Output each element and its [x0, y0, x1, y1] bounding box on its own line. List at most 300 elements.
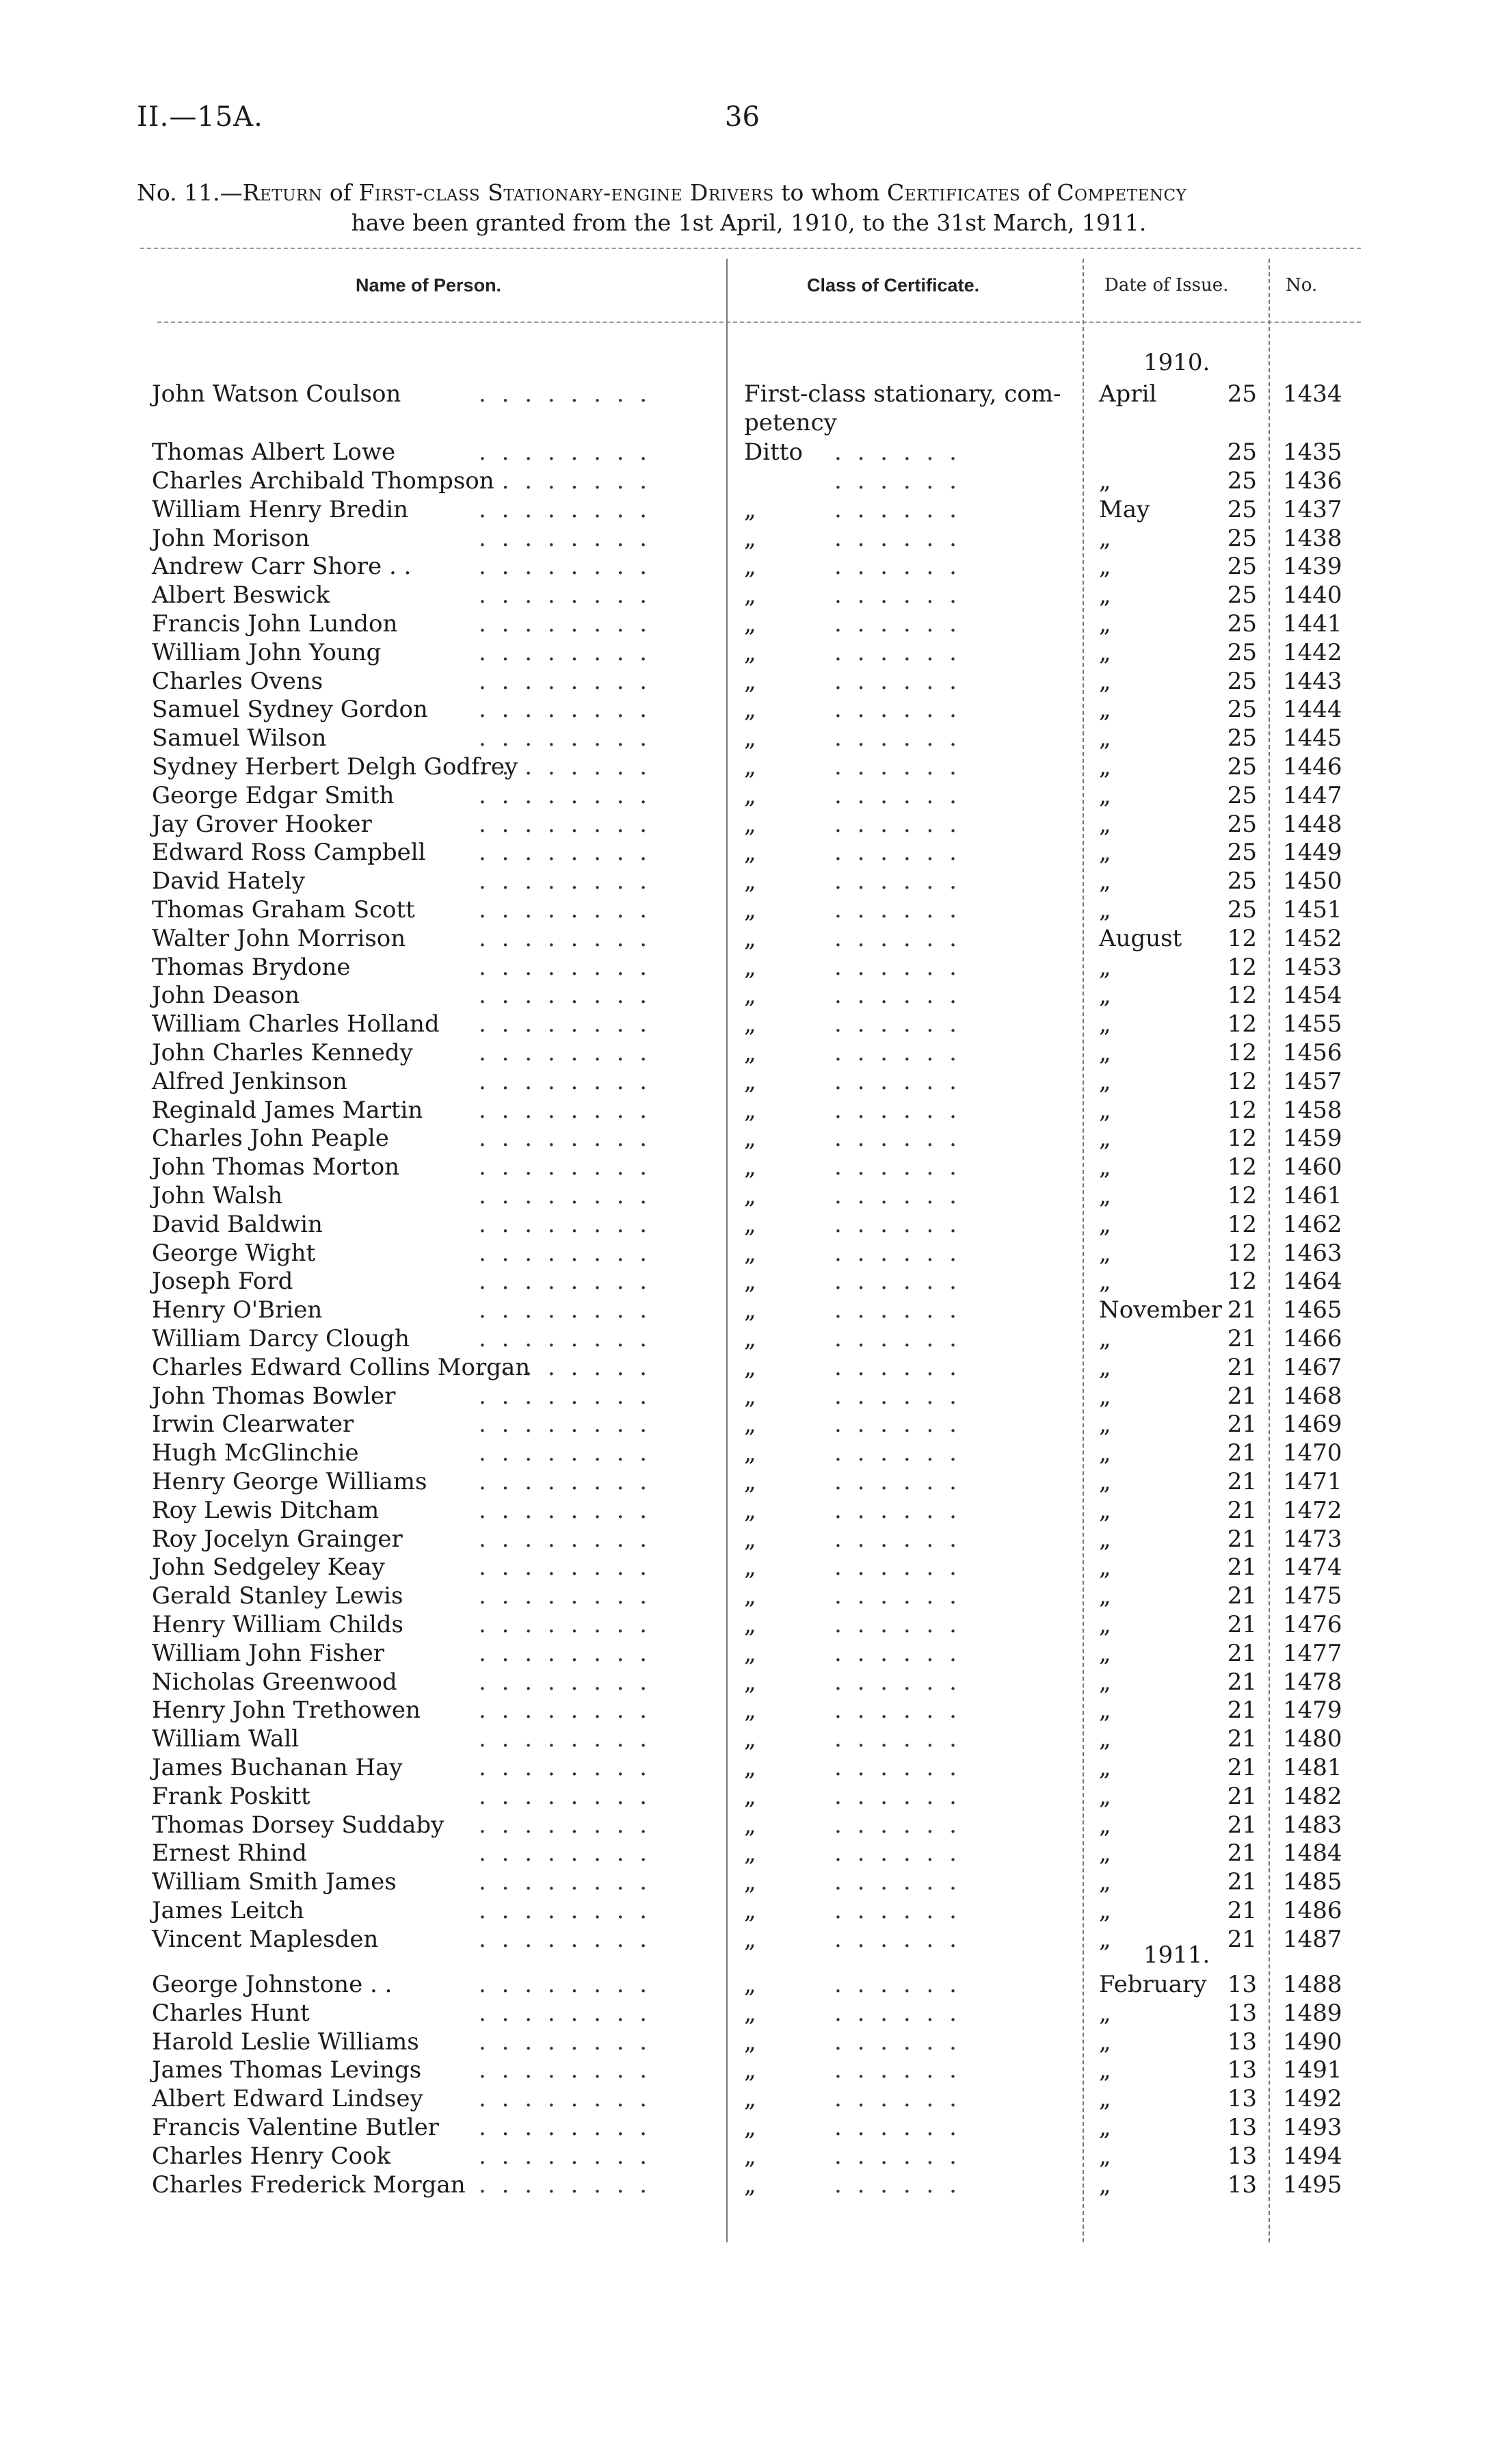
leader-dots: . . . . . . . . — [479, 753, 652, 781]
issue-day: 25 — [1227, 380, 1257, 408]
table-row — [0, 495, 1486, 524]
person-name: Albert Beswick — [152, 581, 330, 610]
certificate-class: „ — [744, 1971, 756, 1998]
person-name: Roy Lewis Ditcham — [152, 1496, 380, 1524]
certificate-class: „ — [744, 982, 756, 1010]
leader-dots: . . . . . . — [834, 2085, 961, 2113]
table-row — [0, 581, 1486, 610]
certificate-number: 1471 — [1283, 1468, 1342, 1495]
table-row — [0, 1324, 1486, 1353]
table-row — [0, 1925, 1486, 1954]
table-row — [0, 1067, 1486, 1096]
issue-month: „ — [1099, 553, 1111, 581]
certificate-class: „ — [744, 1296, 756, 1324]
issue-month: „ — [1099, 982, 1111, 1010]
issue-day: 25 — [1227, 638, 1257, 666]
leader-dots: . . . . . . — [834, 1639, 961, 1667]
certificate-class: „ — [744, 2085, 756, 2113]
person-name: William John Fisher — [152, 1639, 385, 1667]
issue-month: „ — [1099, 1554, 1111, 1582]
leader-dots: . . . . . . — [834, 1897, 961, 1924]
certificate-class: „ — [744, 924, 756, 952]
leader-dots: . . . . . . . . — [479, 810, 652, 838]
certificate-number: 1473 — [1283, 1525, 1342, 1553]
leader-dots: . . . . . . . . — [479, 638, 652, 666]
issue-day: 13 — [1227, 1999, 1257, 2027]
certificate-number: 1434 — [1283, 380, 1342, 408]
certificate-class: „ — [744, 1639, 756, 1667]
issue-day: 13 — [1227, 2085, 1257, 2113]
leader-dots: . . . . . . . . — [479, 467, 652, 495]
leader-dots: . . . . . . . . — [479, 1096, 652, 1124]
title-line-1: No. 11.—Return of First-class Stationary-engine Drivers to whom Certificates of Competency — [137, 179, 1187, 206]
person-name: William Henry Bredin — [152, 495, 408, 523]
table-row — [0, 781, 1486, 810]
table-row — [0, 1496, 1486, 1525]
leader-dots: . . . . . . . . — [479, 1811, 652, 1839]
issue-day: 25 — [1227, 696, 1257, 724]
issue-day: 21 — [1227, 1296, 1257, 1324]
certificate-class: „ — [744, 667, 756, 695]
person-name: Charles Edward Collins Morgan — [152, 1353, 531, 1381]
certificate-class: „ — [744, 1153, 756, 1181]
person-name: Roy Jocelyn Grainger — [152, 1525, 403, 1553]
leader-dots: . . . . . . — [834, 1811, 961, 1839]
certificate-number: 1435 — [1283, 438, 1342, 466]
issue-month: „ — [1099, 1925, 1111, 1953]
leader-dots: . . . . . . . . — [479, 1754, 652, 1781]
leader-dots: . . . . . . — [834, 1125, 961, 1153]
certificate-number: 1462 — [1283, 1210, 1342, 1238]
certificate-number: 1489 — [1283, 1999, 1342, 2027]
certificate-number: 1446 — [1283, 753, 1342, 781]
certificate-number: 1449 — [1283, 839, 1342, 867]
leader-dots: . . . . . . — [834, 839, 961, 867]
issue-month: „ — [1099, 839, 1111, 867]
leader-dots: . . . . . . . . — [479, 1897, 652, 1924]
leader-dots: . . . . . . — [834, 2056, 961, 2084]
certificate-number: 1441 — [1283, 610, 1342, 638]
person-name: Gerald Stanley Lewis — [152, 1582, 403, 1610]
table-row — [0, 2084, 1486, 2113]
issue-month: „ — [1099, 467, 1111, 495]
issue-month: „ — [1099, 1039, 1111, 1066]
certificate-class: „ — [744, 1496, 756, 1524]
person-name: Samuel Sydney Gordon — [152, 696, 428, 724]
certificate-class: „ — [744, 1067, 756, 1095]
issue-month: „ — [1099, 896, 1111, 923]
certificate-number: 1447 — [1283, 781, 1342, 809]
person-name: Samuel Wilson — [152, 724, 327, 752]
leader-dots: . . . . . . . . — [479, 581, 652, 610]
issue-month: „ — [1099, 953, 1111, 981]
certificate-number: 1468 — [1283, 1382, 1342, 1410]
leader-dots: . . . . . . — [834, 581, 961, 610]
issue-month: „ — [1099, 1153, 1111, 1181]
issue-day: 25 — [1227, 781, 1257, 809]
leader-dots: . . . . . . — [834, 924, 961, 952]
issue-day: 21 — [1227, 1839, 1257, 1867]
leader-dots: . . . . . . . . — [479, 1153, 652, 1181]
person-name: George Johnstone . . — [152, 1971, 393, 1998]
issue-month: „ — [1099, 1411, 1111, 1439]
issue-month: „ — [1099, 638, 1111, 666]
table-row — [0, 1038, 1486, 1067]
issue-day: 12 — [1227, 953, 1257, 981]
table-row — [0, 467, 1486, 495]
certificate-class: Ditto — [744, 438, 803, 466]
table-row — [0, 924, 1486, 953]
leader-dots: . . . . . . — [834, 1582, 961, 1610]
leader-dots: . . . . . . . . — [479, 1411, 652, 1439]
issue-day: 21 — [1227, 1725, 1257, 1753]
leader-dots: . . . . . . . . — [479, 524, 652, 552]
certificate-number: 1439 — [1283, 553, 1342, 581]
certificate-class: „ — [744, 896, 756, 923]
leader-dots: . . . . . . — [834, 1153, 961, 1181]
leader-dots: . . . . . . . . — [479, 1582, 652, 1610]
person-name: William Charles Holland — [152, 1010, 440, 1038]
issue-day: 13 — [1227, 2114, 1257, 2141]
person-name: William John Young — [152, 638, 382, 666]
table-row — [0, 524, 1486, 553]
leader-dots: . . . . . . — [834, 753, 961, 781]
leader-dots: . . . . . . . . — [479, 380, 652, 408]
person-name: Walter John Morrison — [152, 924, 406, 952]
leader-dots: . . . . . . — [834, 524, 961, 552]
table-row — [0, 1639, 1486, 1668]
leader-dots: . . . . . . . . — [479, 953, 652, 981]
certificate-class: „ — [744, 1382, 756, 1410]
person-name: Thomas Albert Lowe — [152, 438, 396, 466]
certificate-number: 1474 — [1283, 1554, 1342, 1582]
certificate-class: „ — [744, 839, 756, 867]
certificate-class: „ — [744, 2171, 756, 2199]
leader-dots: . . . . . . . . — [479, 1125, 652, 1153]
certificate-class: „ — [744, 781, 756, 809]
leader-dots: . . . . . . . . — [479, 696, 652, 724]
person-name: James Buchanan Hay — [152, 1754, 403, 1781]
certificate-class: „ — [744, 753, 756, 781]
issue-month: „ — [1099, 1067, 1111, 1095]
leader-dots: . . . . . . — [834, 1468, 961, 1495]
person-name: George Wight — [152, 1239, 316, 1267]
issue-month: „ — [1099, 724, 1111, 752]
table-row — [0, 667, 1486, 696]
person-name: Thomas Dorsey Suddaby — [152, 1811, 445, 1839]
certificate-class: „ — [744, 1411, 756, 1439]
table-row — [0, 1439, 1486, 1467]
table-row — [0, 838, 1486, 867]
issue-month: „ — [1099, 1096, 1111, 1124]
person-name: William Smith James — [152, 1868, 397, 1896]
issue-month: „ — [1099, 1182, 1111, 1209]
table-row — [0, 695, 1486, 724]
leader-dots: . . . . . . — [834, 896, 961, 923]
table-row — [0, 810, 1486, 839]
certificate-number: 1485 — [1283, 1868, 1342, 1896]
leader-dots: . . . . . . . . — [479, 1868, 652, 1896]
table-row — [0, 1382, 1486, 1411]
table-row — [0, 1896, 1486, 1925]
leader-dots: . . . . . . — [834, 1611, 961, 1638]
person-name: Frank Poskitt — [152, 1782, 310, 1810]
leader-dots: . . . . . . . . — [479, 2085, 652, 2113]
leader-dots: . . . . . . — [834, 1268, 961, 1296]
leader-dots: . . . . . . . . — [479, 667, 652, 695]
issue-month: „ — [1099, 581, 1111, 610]
leader-dots: . . . . . . . . — [479, 1554, 652, 1582]
leader-dots: . . . . . . — [834, 553, 961, 581]
certificate-class: „ — [744, 1039, 756, 1066]
issue-day: 21 — [1227, 1411, 1257, 1439]
issue-month: „ — [1099, 867, 1111, 895]
leader-dots: . . . . . . — [834, 1839, 961, 1867]
certificate-class: „ — [744, 610, 756, 638]
issue-day: 13 — [1227, 2171, 1257, 2199]
issue-day: 25 — [1227, 667, 1257, 695]
table-row — [0, 380, 1486, 408]
certificate-number: 1488 — [1283, 1971, 1342, 1998]
leader-dots: . . . . . . — [834, 1182, 961, 1209]
leader-dots: . . . . . . — [834, 1010, 961, 1038]
leader-dots: . . . . . . . . — [479, 1268, 652, 1296]
certificate-class: „ — [744, 581, 756, 610]
table-row — [0, 610, 1486, 638]
issue-day: 12 — [1227, 1182, 1257, 1209]
certificate-class: „ — [744, 1554, 756, 1582]
issue-month: „ — [1099, 1353, 1111, 1381]
issue-day: 12 — [1227, 1153, 1257, 1181]
issue-day: 21 — [1227, 1554, 1257, 1582]
table-row — [0, 438, 1486, 467]
issue-month: „ — [1099, 1525, 1111, 1553]
certificate-number: 1436 — [1283, 467, 1342, 495]
issue-day: 25 — [1227, 839, 1257, 867]
issue-day: 12 — [1227, 1039, 1257, 1066]
certificate-class: „ — [744, 1439, 756, 1467]
column-header-date: Date of Issue. — [1104, 275, 1229, 296]
person-name: Nicholas Greenwood — [152, 1668, 397, 1696]
issue-day: 12 — [1227, 1239, 1257, 1267]
leader-dots: . . . . . . — [834, 1868, 961, 1896]
table-row — [0, 1610, 1486, 1639]
certificate-number: 1483 — [1283, 1811, 1342, 1839]
person-name: Charles John Peaple — [152, 1125, 389, 1153]
certificate-number: 1452 — [1283, 924, 1342, 952]
certificate-number: 1445 — [1283, 724, 1342, 752]
certificate-number: 1491 — [1283, 2056, 1342, 2084]
issue-day: 21 — [1227, 1468, 1257, 1495]
leader-dots: . . . . . . . . — [479, 1971, 652, 1998]
issue-month: August — [1099, 924, 1182, 952]
issue-day: 12 — [1227, 1268, 1257, 1296]
leader-dots: . . . . . . . . — [479, 2056, 652, 2084]
leader-dots: . . . . . . — [834, 638, 961, 666]
certificate-class-continued: petency — [744, 409, 837, 436]
issue-day: 12 — [1227, 1067, 1257, 1095]
certificate-number: 1458 — [1283, 1096, 1342, 1124]
leader-dots: . . . . . . — [834, 1554, 961, 1582]
leader-dots: . . . . . . — [834, 867, 961, 895]
certificate-class: „ — [744, 638, 756, 666]
certificate-number: 1459 — [1283, 1125, 1342, 1153]
leader-dots: . . . . . . — [834, 982, 961, 1010]
person-name: Henry John Trethowen — [152, 1696, 421, 1725]
issue-month: „ — [1099, 1897, 1111, 1924]
leader-dots: . . . . . . . . — [479, 1525, 652, 1553]
certificate-class: „ — [744, 953, 756, 981]
issue-day: 25 — [1227, 610, 1257, 638]
leader-dots: . . . . . . — [834, 810, 961, 838]
issue-month: „ — [1099, 1210, 1111, 1238]
leader-dots: . . . . . . — [834, 1999, 961, 2027]
certificate-number: 1466 — [1283, 1325, 1342, 1352]
certificate-number: 1455 — [1283, 1010, 1342, 1038]
issue-month: „ — [1099, 1611, 1111, 1638]
issue-day: 21 — [1227, 1611, 1257, 1638]
table-row — [0, 2171, 1486, 2199]
certificate-class: „ — [744, 1839, 756, 1867]
leader-dots: . . . . . . . . — [479, 2171, 652, 2199]
leader-dots: . . . . . . . . — [479, 867, 652, 895]
issue-day: 25 — [1227, 495, 1257, 523]
leader-dots: . . . . . . — [834, 1239, 961, 1267]
table-row — [0, 1239, 1486, 1268]
certificate-number: 1486 — [1283, 1897, 1342, 1924]
certificate-class: „ — [744, 1582, 756, 1610]
issue-day: 21 — [1227, 1439, 1257, 1467]
issue-month: „ — [1099, 2028, 1111, 2056]
leader-dots: . . . . . . — [834, 1696, 961, 1725]
leader-dots: . . . . . . . . — [479, 1725, 652, 1753]
person-name: Charles Henry Cook — [152, 2142, 391, 2170]
table-row — [0, 1696, 1486, 1725]
table-row — [0, 1668, 1486, 1696]
issue-day: 21 — [1227, 1925, 1257, 1953]
person-name: Joseph Ford — [152, 1268, 293, 1296]
issue-month: „ — [1099, 524, 1111, 552]
certificate-class: „ — [744, 1210, 756, 1238]
issue-month: April — [1099, 380, 1157, 408]
certificate-number: 1440 — [1283, 581, 1342, 610]
person-name: Reginald James Martin — [152, 1096, 423, 1124]
leader-dots: . . . . . . — [834, 438, 961, 466]
person-name: William Wall — [152, 1725, 300, 1753]
certificate-class: „ — [744, 1010, 756, 1038]
leader-dots: . . . . . . . . — [479, 1782, 652, 1810]
issue-day: 21 — [1227, 1639, 1257, 1667]
issue-month: „ — [1099, 667, 1111, 695]
leader-dots: . . . . . . . . — [479, 839, 652, 867]
leader-dots: . . . . . . — [834, 2114, 961, 2141]
person-name: Charles Ovens — [152, 667, 323, 695]
column-header-name: Name of Person. — [356, 275, 502, 296]
issue-day: 13 — [1227, 2056, 1257, 2084]
leader-dots: . . . . . . — [834, 1725, 961, 1753]
certificate-number: 1453 — [1283, 953, 1342, 981]
issue-month: „ — [1099, 1268, 1111, 1296]
leader-dots: . . . . . . . . — [479, 1468, 652, 1495]
table-row — [0, 1753, 1486, 1782]
leader-dots: . . . . . . — [834, 1525, 961, 1553]
person-name: John Thomas Morton — [152, 1153, 400, 1181]
table-row — [0, 2113, 1486, 2142]
leader-dots: . . . . . . . . — [479, 1611, 652, 1638]
person-name: John Thomas Bowler — [152, 1382, 396, 1410]
leader-dots: . . . . . . . . — [479, 1696, 652, 1725]
issue-day: 21 — [1227, 1668, 1257, 1696]
person-name: James Thomas Levings — [152, 2056, 422, 2084]
issue-day: 25 — [1227, 581, 1257, 610]
leader-dots: . . . . . . . . — [479, 553, 652, 581]
table-row — [0, 1181, 1486, 1210]
table-row — [0, 1467, 1486, 1496]
certificate-number: 1475 — [1283, 1582, 1342, 1610]
column-header-no: No. — [1286, 275, 1318, 296]
issue-month: „ — [1099, 2142, 1111, 2170]
certificate-number: 1492 — [1283, 2085, 1342, 2113]
certificate-number: 1443 — [1283, 667, 1342, 695]
certificate-class: „ — [744, 1353, 756, 1381]
leader-dots: . . . . . . — [834, 696, 961, 724]
certificate-class: „ — [744, 1696, 756, 1725]
person-name: Francis John Lundon — [152, 610, 398, 638]
issue-month: „ — [1099, 1496, 1111, 1524]
issue-day: 21 — [1227, 1325, 1257, 1352]
certificate-class: „ — [744, 1468, 756, 1495]
column-header-class: Class of Certificate. — [807, 275, 980, 296]
issue-day: 21 — [1227, 1696, 1257, 1725]
certificate-number: 1480 — [1283, 1725, 1342, 1753]
certificate-class: „ — [744, 810, 756, 838]
leader-dots: . . . . . . — [834, 1296, 961, 1324]
table-row — [0, 638, 1486, 667]
leader-dots: . . . . . . . . — [479, 1010, 652, 1038]
issue-day: 12 — [1227, 1010, 1257, 1038]
table-row — [0, 867, 1486, 895]
table-row — [0, 1153, 1486, 1181]
issue-month: „ — [1099, 1754, 1111, 1781]
certificate-class: First-class stationary, com- — [744, 380, 1061, 408]
certificate-class: „ — [744, 724, 756, 752]
issue-month: „ — [1099, 2171, 1111, 2199]
issue-day: 13 — [1227, 1971, 1257, 1998]
table-row — [0, 1296, 1486, 1324]
person-name: John Charles Kennedy — [152, 1039, 413, 1066]
issue-month: May — [1099, 495, 1150, 523]
person-name: George Edgar Smith — [152, 781, 395, 809]
leader-dots: . . . . . . . . — [479, 1839, 652, 1867]
table-row — [0, 895, 1486, 924]
certificate-number: 1461 — [1283, 1182, 1342, 1209]
leader-dots: . . . . . . — [834, 667, 961, 695]
leader-dots: . . . . . . — [834, 1210, 961, 1238]
table-row — [0, 953, 1486, 982]
certificate-class: „ — [744, 1096, 756, 1124]
person-name: Albert Edward Lindsey — [152, 2085, 423, 2113]
leader-dots: . . . . . . . . — [479, 1210, 652, 1238]
leader-dots: . . . . . . . . — [479, 2114, 652, 2141]
certificate-number: 1493 — [1283, 2114, 1342, 2141]
issue-day: 25 — [1227, 524, 1257, 552]
leader-dots: . . . . . . . . — [479, 438, 652, 466]
certificate-number: 1438 — [1283, 524, 1342, 552]
certificate-number: 1472 — [1283, 1496, 1342, 1524]
person-name: Sydney Herbert Delgh Godfrey — [152, 753, 518, 781]
person-name: John Deason — [152, 982, 300, 1010]
issue-day: 21 — [1227, 1525, 1257, 1553]
